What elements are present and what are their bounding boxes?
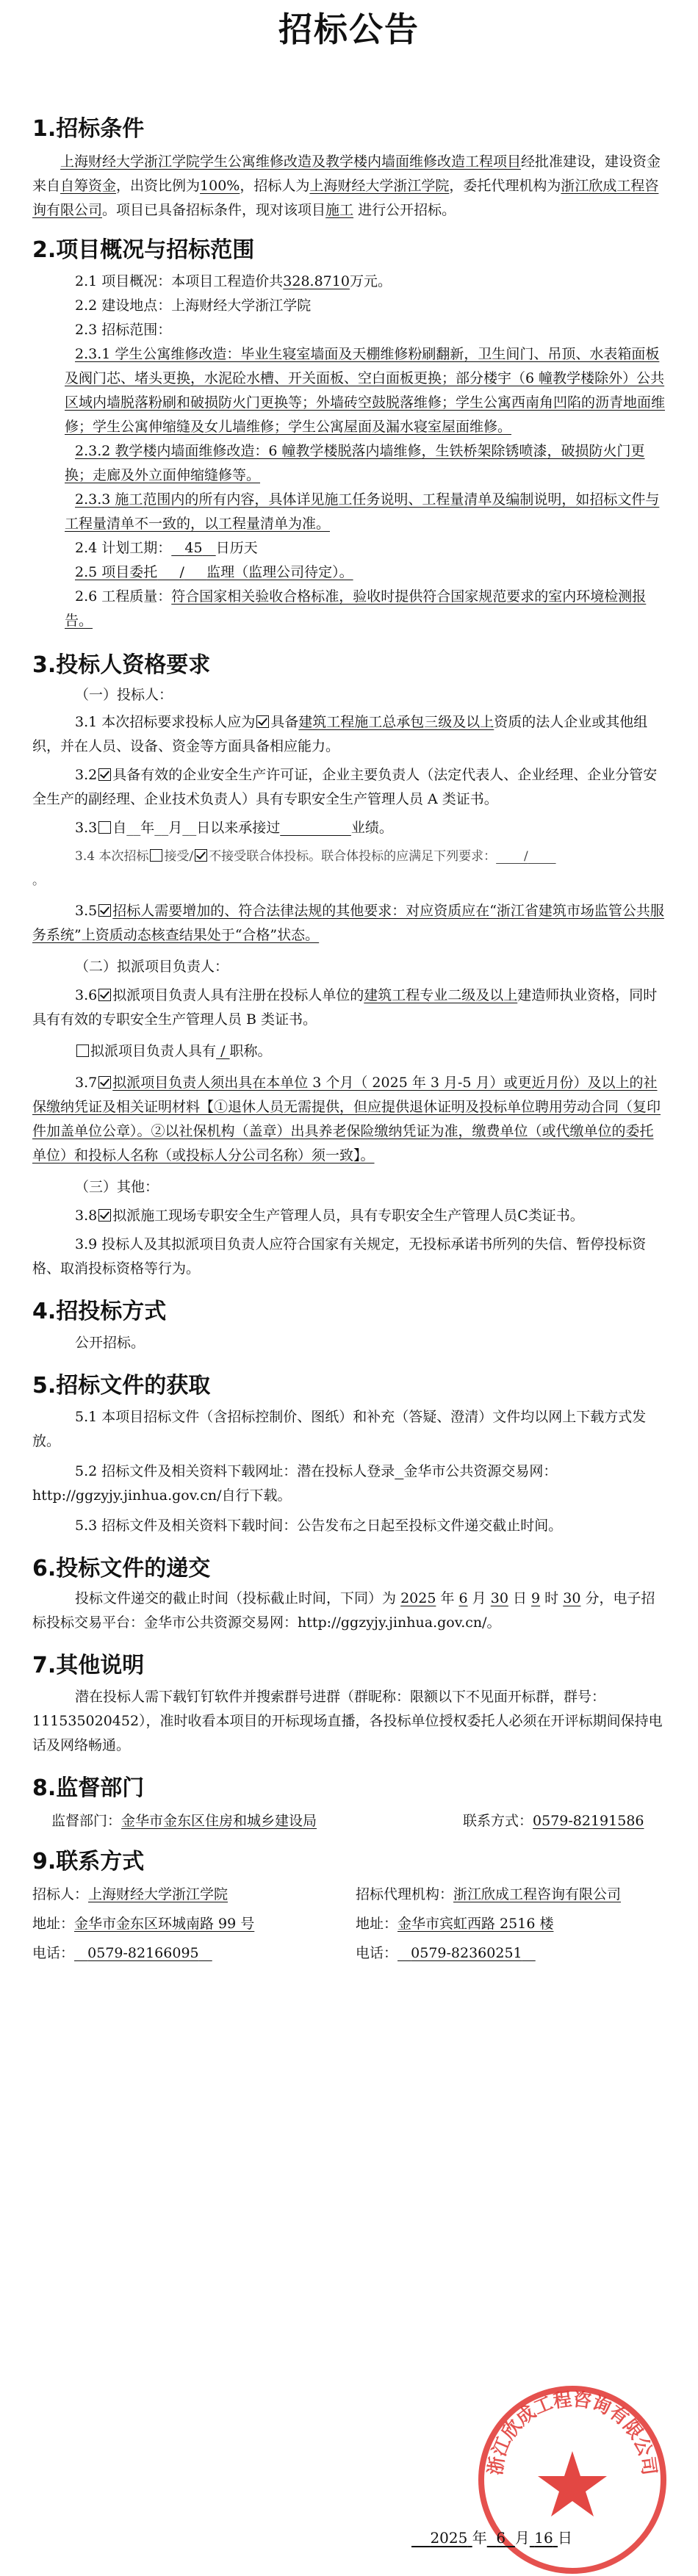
scope-line: 2.3 招标范围： xyxy=(75,322,172,338)
text-fragment: 年 xyxy=(440,1590,455,1606)
owner-name-cell xyxy=(32,1880,356,1909)
text-fragment: 自__年__月__日以来承接过 xyxy=(112,820,281,836)
text-fragment: 3.1 本次招标要求投标人应为 xyxy=(75,714,256,730)
owner-tel: 0579-82166095 xyxy=(87,1945,199,1961)
text-fragment: 3.3 xyxy=(75,820,98,836)
scope-item-1: 2.3.1 学生公寓维修改造：毕业生寝室墙面及天棚维修粉刷翻新，卫生间门、吊顶、水表箱面板及阀门芯、堵头更换，水泥砼水槽、开关面板、空白面板更换；部分楼宇（6 幢教学楼除外）公共区域内墙脱落粉刷和破损防火门更换等；外墙砖空鼓脱落维修；学生公寓西南角凹陷的沥青地面维修；学生公寓伸缩缝及女儿墙维修；学生公寓屋面及漏水寝室屋面维修。 xyxy=(65,346,666,435)
project-cost-line xyxy=(32,270,666,294)
text-fragment: 5.2 招标文件及相关资料下载网址：潜在投标人登录 xyxy=(75,1463,395,1479)
date-year: 2025 xyxy=(430,2529,468,2547)
section-heading-3: 3.投标人资格要求 xyxy=(32,652,211,678)
required-qualification: 建筑工程专业二级及以上 xyxy=(364,987,518,1003)
text-fragment: 具备 xyxy=(270,714,299,730)
text-fragment: 拟派项目负责人须出具在本单位 3 个月（ 2025 年 3 月-5 月）或更近月份）及以上的社保缴纳凭证及相关证明材料【①退休人员无需提供，但应提供退休证明及投标单位聘用劳动合同（复印件加盖单位公章）。②以社保机构（盖章）出具养老保险缴纳凭证为准，缴费单位（或代缴单位的委托单位）和投标人名称（或投标人分公司名称）须一致】。 xyxy=(32,1075,661,1163)
blank-field xyxy=(216,1043,230,1059)
text-fragment: 3.2 xyxy=(75,767,98,783)
blank-field xyxy=(395,1463,403,1479)
section-heading-5: 5.招标文件的获取 xyxy=(32,1373,211,1399)
text-fragment: 日历天 xyxy=(215,540,258,556)
qualification-3-1 xyxy=(32,710,666,759)
supervision-blank xyxy=(157,564,206,580)
text-fragment: 具备有效的企业安全生产许可证，企业主要负责人（法定代表人、企业经理、企业分管安全生产的副经理、企业技术负责人）具有专职安全生产管理人员 A 类证书。 xyxy=(32,767,658,807)
deadline-day: 30 xyxy=(490,1590,508,1606)
blank-field xyxy=(496,849,555,864)
subheading-bidder: （一）投标人： xyxy=(75,687,173,703)
text-fragment: 。项目已具备招标条件，现对该项目 xyxy=(102,202,326,218)
text-fragment: 2.4 计划工期： xyxy=(75,540,172,556)
label: 地址： xyxy=(356,1916,398,1932)
label: 联系方式： xyxy=(463,1813,533,1829)
qualification-3-4 xyxy=(32,845,666,869)
notice-date xyxy=(411,2526,572,2547)
quality-standard: 符合国家相关验收合格标准，验收时提供符合国家规范要求的室内环境检测报告。 xyxy=(65,588,647,629)
duration-value: 45 xyxy=(184,540,203,556)
date-day: 16 xyxy=(534,2529,553,2547)
date-day-wrap xyxy=(530,2529,558,2547)
text-fragment: ，出资比例为 xyxy=(116,178,201,194)
text-fragment: 接受/ xyxy=(164,849,194,864)
date-month: 6 xyxy=(496,2529,506,2547)
fund-source: 自筹资金 xyxy=(60,178,117,194)
tender-conditions-paragraph xyxy=(32,150,666,223)
date-year-wrap xyxy=(411,2529,472,2547)
owner-tel-wrap xyxy=(74,1945,212,1961)
checkbox-checked-icon xyxy=(98,904,111,917)
agent-tel-cell xyxy=(356,1938,536,1968)
text-fragment: 投标文件递交的截止时间（投标截止时间，下同）为 xyxy=(75,1590,397,1606)
qualification-3-2 xyxy=(32,763,666,812)
text-fragment: 3.4 本次招标 xyxy=(75,849,149,864)
project-name: 上海财经大学浙江学院学生公寓维修改造及教学楼内墙面维修改造工程项目 xyxy=(60,154,522,170)
checkbox-empty-icon xyxy=(98,821,111,834)
download-site[interactable]: 金华市公共资源交易网：http://ggzyjy.jinhua.gov.cn/自行下载。 xyxy=(32,1463,558,1504)
label: 招标人： xyxy=(32,1886,89,1902)
text-fragment: 万元。 xyxy=(349,273,392,289)
text-fragment: 3.8 xyxy=(75,1208,98,1224)
deadline-year: 2025 xyxy=(400,1590,436,1606)
subheading-manager: （二）拟派项目负责人： xyxy=(75,959,229,975)
section-heading-4: 4.招投标方式 xyxy=(32,1299,167,1324)
scope-item-2: 2.3.2 教学楼内墙面维修改造：6 幢教学楼脱落内墙维修，生铁桥架除锈喷漆，破损防火门更换；走廊及外立面伸缩缝修等。 xyxy=(65,443,645,483)
checkbox-checked-icon xyxy=(256,715,269,728)
agent-name: 浙江欣成工程咨询有限公司 xyxy=(453,1886,622,1902)
agent-name-cell xyxy=(356,1880,621,1909)
agent-name: 浙江欣成工程咨询有限公司 xyxy=(32,178,659,218)
supervision-line xyxy=(32,560,666,585)
location-line: 2.2 建设地点：上海财经大学浙江学院 xyxy=(75,297,312,314)
doc-acquire-5-1: 5.1 本项目招标文件（含招标控制价、图纸）和补充（答疑、澄清）文件均以网上下载方式发放。 xyxy=(32,1409,647,1449)
text-fragment: 不接受联合体投标。联合体投标的应满足下列要求： xyxy=(209,849,497,864)
slash: / xyxy=(179,564,184,580)
contact-row-names xyxy=(32,1880,666,1909)
page-title: 招标公告 xyxy=(278,10,420,49)
agent-tel-wrap xyxy=(397,1945,536,1961)
tender-method: 公开招标。 xyxy=(75,1335,145,1351)
text-fragment: 3.6 xyxy=(75,987,98,1003)
contact-row-address xyxy=(32,1909,666,1938)
scope-item-3: 2.3.3 施工范围内的所有内容，具体详见施工任务说明、工程量清单及编制说明，如招标文件与工程量清单不一致的，以工程量清单为准。 xyxy=(65,491,660,532)
agent-tel: 0579-82360251 xyxy=(411,1945,522,1961)
owner-address: 金华市金东区环城南路 99 号 xyxy=(74,1916,255,1932)
text-fragment: 日 xyxy=(558,2529,573,2547)
date-month-wrap xyxy=(487,2529,515,2547)
quality-line xyxy=(32,585,666,633)
checkbox-empty-icon xyxy=(150,849,162,862)
label: 地址： xyxy=(32,1916,75,1932)
qualification-3-6 xyxy=(32,984,666,1032)
qualification-3-8 xyxy=(32,1204,666,1228)
text-fragment: ，招标人为 xyxy=(240,178,310,194)
tender-stage: 施工 xyxy=(325,202,354,218)
checkbox-checked-icon xyxy=(98,1209,111,1222)
qualification-3-6-title xyxy=(32,1039,666,1064)
text-fragment: 建造师执业资格，同时具有有效的专职安全生产管理人员 B 类证书。 xyxy=(32,987,658,1028)
text-fragment: 进行公开招标。 xyxy=(358,202,456,218)
checkbox-checked-icon xyxy=(98,989,111,1001)
seal-star-icon xyxy=(538,2451,607,2517)
dept-name: 金华市金东区住房和城乡建设局 xyxy=(121,1813,317,1829)
text-fragment: 经批准建设，建设资金来自 xyxy=(32,154,661,194)
supervision-row xyxy=(32,1806,666,1836)
text-fragment: 2.6 工程质量： xyxy=(75,588,172,605)
owner-name: 上海财经大学浙江学院 xyxy=(88,1886,229,1902)
required-qualification: 建筑工程施工总承包三级及以上 xyxy=(298,714,494,730)
text-fragment: 月 xyxy=(514,2529,530,2547)
qualification-3-4-end: 。 xyxy=(32,873,45,888)
other-notes: 潜在投标人需下载钉钉软件并搜索群号进群（群昵称：限额以下不见面开标群，群号：111535020452），准时收看本项目的开标现场直播，各投标单位授权委托人必须在开评标期间保持电话及网络畅通。 xyxy=(32,1689,663,1753)
text-fragment: 月 xyxy=(472,1590,486,1606)
text-fragment: 职称。 xyxy=(229,1043,272,1059)
tel-value: 0579-82191586 xyxy=(533,1813,644,1829)
qualification-3-5 xyxy=(32,899,666,948)
checkbox-empty-icon xyxy=(76,1045,89,1057)
qualification-3-7 xyxy=(32,1071,666,1168)
blank-field xyxy=(280,820,351,836)
section-heading-2: 2.项目概况与招标范围 xyxy=(32,237,255,263)
submission-paragraph xyxy=(32,1587,666,1635)
section-heading-9: 9.联系方式 xyxy=(32,1849,145,1875)
text-fragment: 招标人需要增加的、符合法律法规的其他要求：对应资质应在“浙江省建筑市场监管公共服务系统”上资质动态核查结果处于“合格”状态。 xyxy=(32,903,664,943)
label: 电话： xyxy=(32,1945,75,1961)
subheading-other: （三）其他： xyxy=(75,1179,159,1195)
label: 电话： xyxy=(356,1945,398,1961)
slash: / xyxy=(524,849,528,864)
deadline-minute: 30 xyxy=(563,1590,581,1606)
text-fragment: 2.1 项目概况：本项目工程造价共 xyxy=(75,273,284,289)
fund-ratio: 100% xyxy=(200,178,240,194)
section-heading-1: 1.招标条件 xyxy=(32,116,145,142)
text-fragment: 拟派项目负责人具有 xyxy=(90,1043,217,1059)
doc-acquire-5-2 xyxy=(32,1460,666,1508)
text-fragment: 时 xyxy=(544,1590,559,1606)
checkbox-checked-icon xyxy=(98,1076,111,1089)
owner-address-cell xyxy=(32,1909,356,1938)
supervision-tel xyxy=(463,1806,644,1836)
text-fragment: 监理（监理公司待定）。 xyxy=(206,564,353,580)
text-fragment: ，委托代理机构为 xyxy=(449,178,561,194)
text-fragment: 3.7 xyxy=(75,1075,98,1091)
text-fragment: 拟派项目负责人具有注册在投标人单位的 xyxy=(112,987,364,1003)
seal-text: 浙江欣成工程咨询有限公司 xyxy=(484,2388,661,2477)
qualification-3-9: 3.9 投标人及其拟派项目负责人应符合国家有关规定，无投标承诺书所列的失信、暂停投标资格、取消投标资格等行为。 xyxy=(32,1236,647,1277)
section-heading-7: 7.其他说明 xyxy=(32,1653,145,1678)
doc-acquire-5-3: 5.3 招标文件及相关资料下载时间：公告发布之日起至投标文件递交截止时间。 xyxy=(75,1518,563,1534)
project-cost: 328.8710 xyxy=(283,273,350,289)
deadline-month: 6 xyxy=(458,1590,468,1606)
text-fragment: 日 xyxy=(512,1590,527,1606)
agent-address: 金华市宾虹西路 2516 楼 xyxy=(397,1916,554,1932)
label: 招标代理机构： xyxy=(356,1886,454,1902)
deadline-hour: 9 xyxy=(531,1590,541,1606)
text-fragment: 3.5 xyxy=(75,903,98,919)
agent-address-cell xyxy=(356,1909,553,1938)
text-fragment: 资质的法人企业或其他组织，并在人员、设备、资金等方面具备相应能力。 xyxy=(32,714,648,754)
duration-days xyxy=(171,540,215,556)
section-heading-8: 8.监督部门 xyxy=(32,1775,145,1801)
label: 监督部门： xyxy=(51,1813,122,1829)
section-heading-6: 6.投标文件的递交 xyxy=(32,1556,211,1581)
slash: / xyxy=(220,1043,226,1059)
text-fragment: 业绩。 xyxy=(350,820,393,836)
owner-tel-cell xyxy=(32,1938,356,1968)
supervision-dept xyxy=(51,1806,463,1836)
qualification-3-3 xyxy=(32,816,666,840)
contact-row-tel xyxy=(32,1938,666,1968)
text-fragment: 拟派施工现场专职安全生产管理人员，具有专职安全生产管理人员C类证书。 xyxy=(112,1208,584,1224)
checkbox-checked-icon xyxy=(98,768,111,781)
text-fragment: 分，电子招标投标交易平台：金华市公共资源交易网：http://ggzyjy.jinhua.gov.cn/。 xyxy=(32,1590,655,1631)
text-fragment: 年 xyxy=(472,2529,487,2547)
checkbox-checked-icon xyxy=(195,849,207,862)
tenderer-name: 上海财经大学浙江学院 xyxy=(309,178,450,194)
duration-line xyxy=(32,536,666,560)
text-fragment: 2.5 项目委托 xyxy=(75,564,158,580)
